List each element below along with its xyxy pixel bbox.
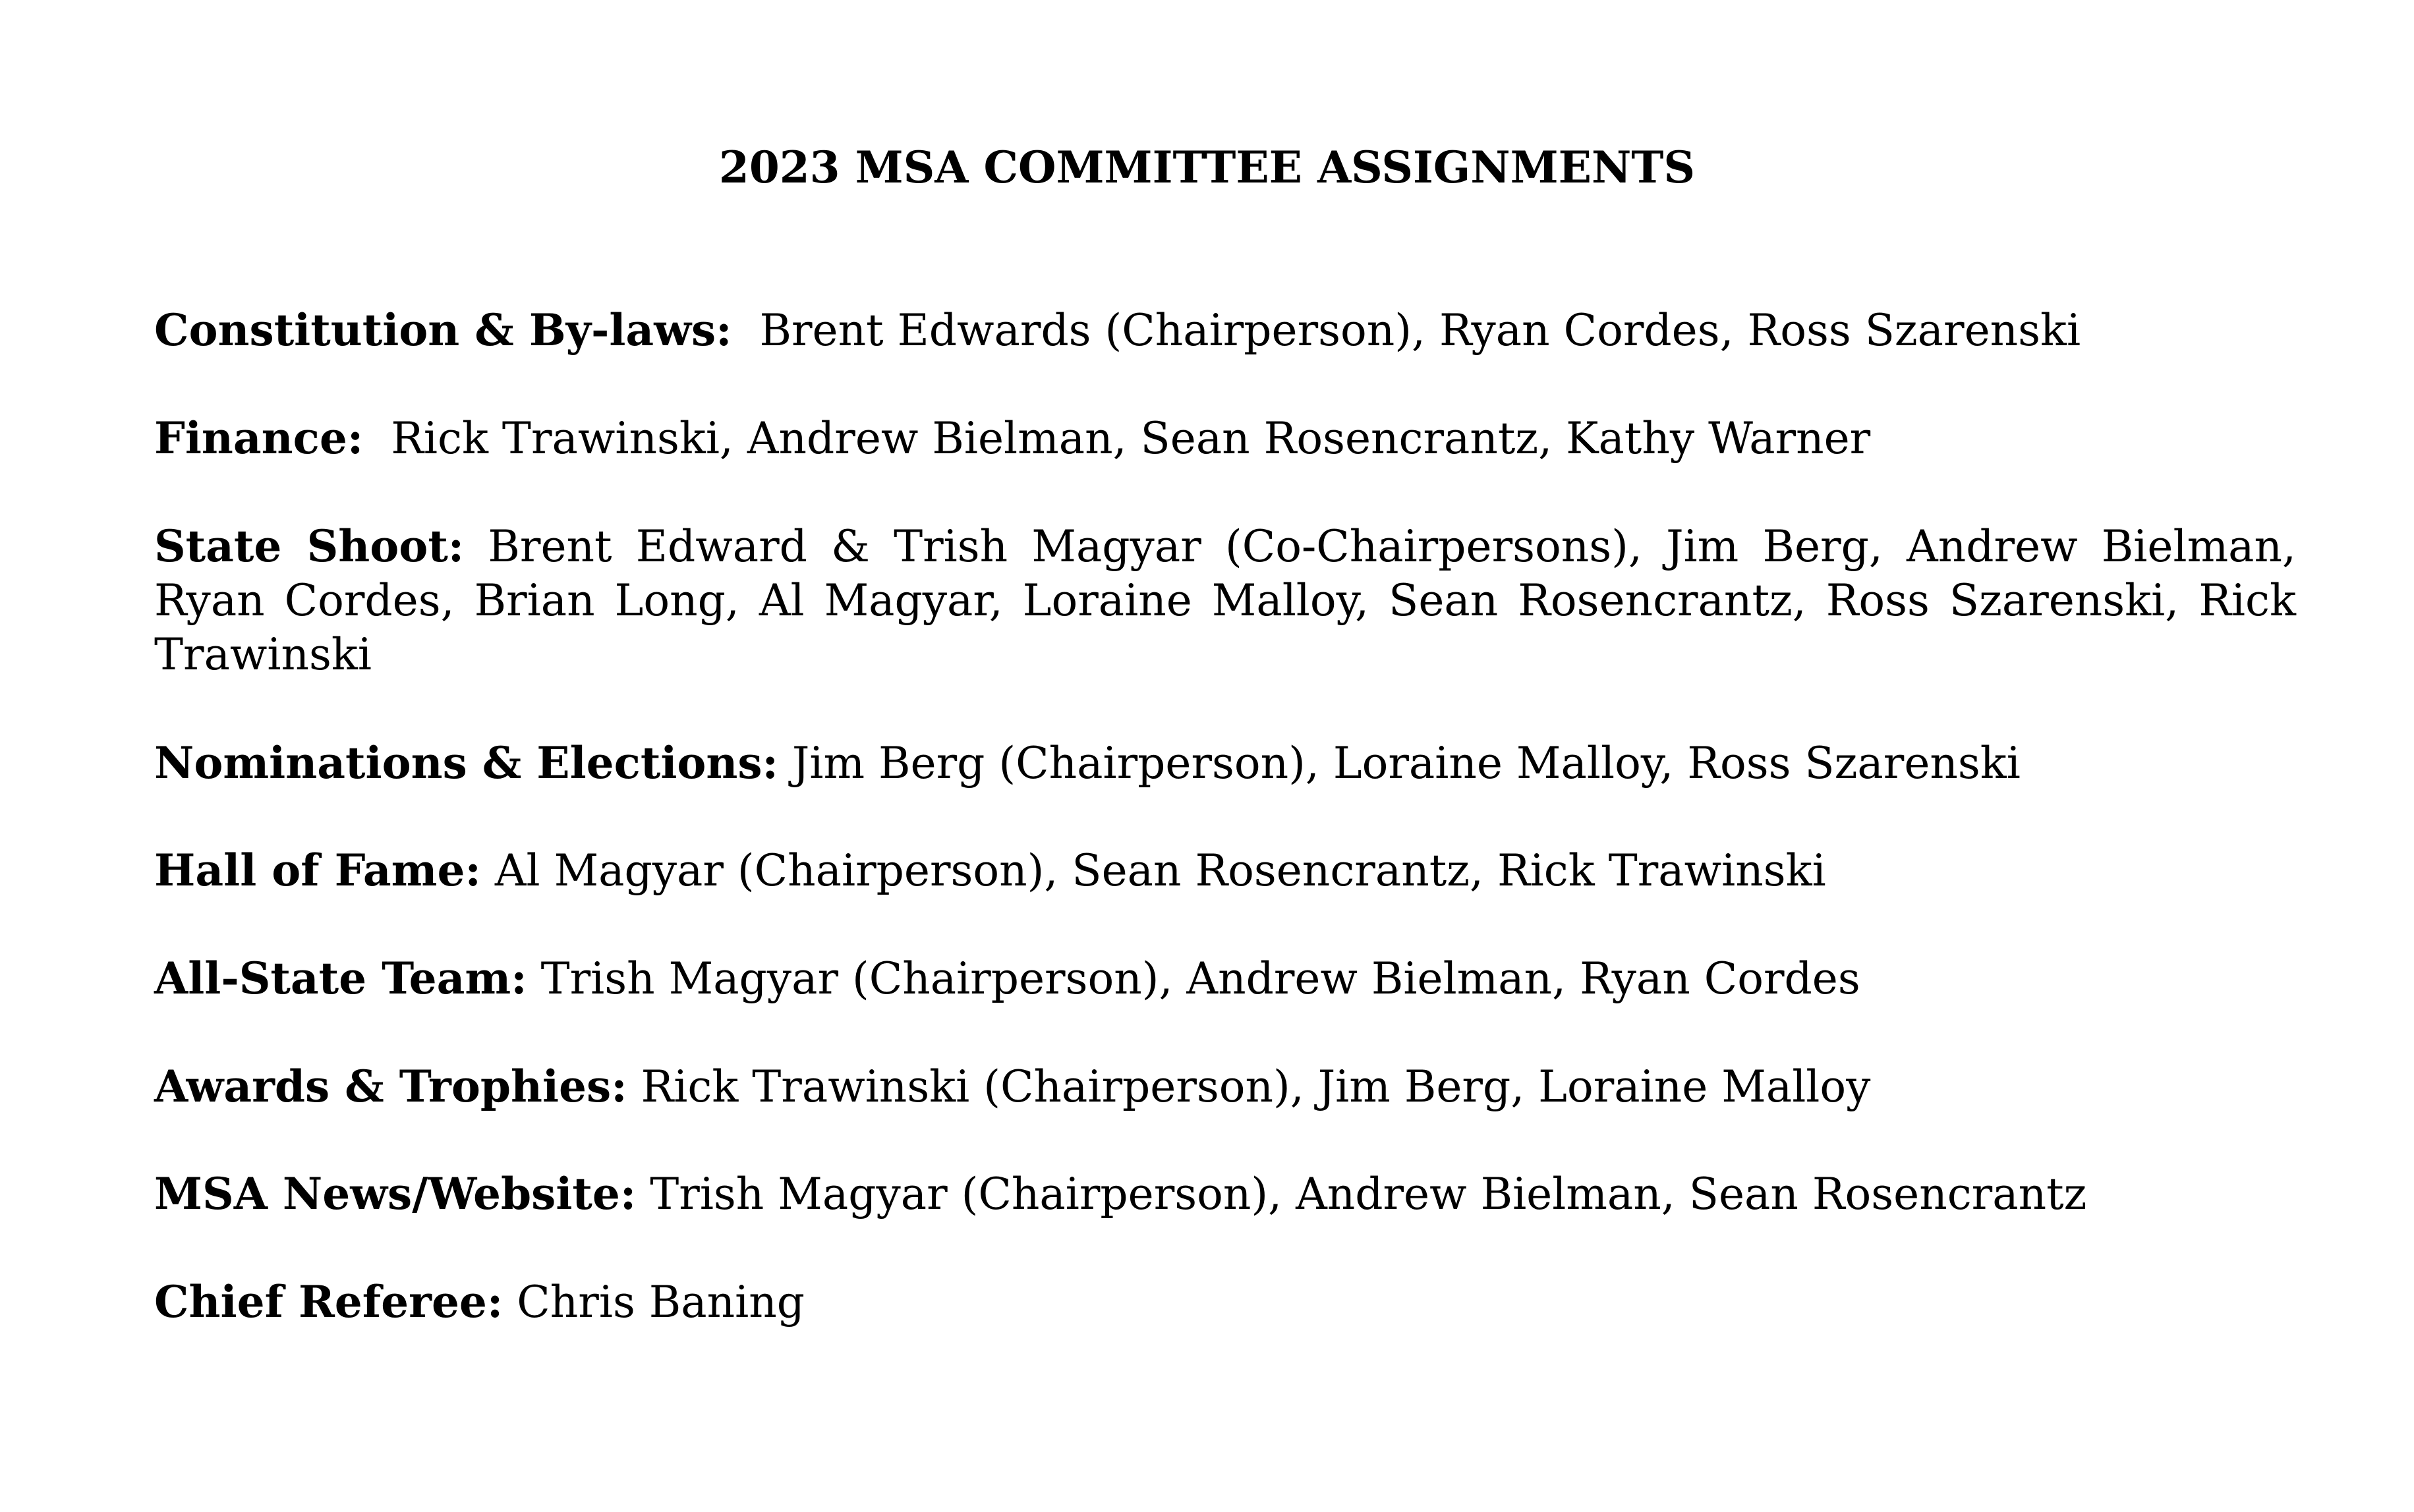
committee-name: State Shoot: xyxy=(154,520,465,572)
document-title: 2023 MSA COMMITTEE ASSIGNMENTS xyxy=(718,142,1696,193)
committee-members: Chris Baning xyxy=(517,1277,805,1328)
committee-name: MSA News/Website: xyxy=(154,1168,637,1219)
committee-name: Finance: xyxy=(154,412,364,464)
committee-name: Nominations & Elections: xyxy=(154,737,778,789)
committee-all-state-team xyxy=(154,951,2296,1006)
committee-finance xyxy=(154,411,2296,466)
committee-nominations-elections xyxy=(154,736,2296,791)
committee-members: Brent Edwards (Chairperson), Ryan Cordes, Ross Szarenski xyxy=(759,305,2081,356)
committee-members: Rick Trawinski, Andrew Bielman, Sean Rosencrantz, Kathy Warner xyxy=(391,413,1871,464)
committee-name: All-State Team: xyxy=(154,953,527,1004)
committee-name: Awards & Trophies: xyxy=(154,1061,627,1112)
committee-msa-news-website xyxy=(154,1167,2296,1221)
committee-name: Hall of Fame: xyxy=(154,845,481,896)
committee-members: Brent Edward & Trish Magyar (Co-Chairpersons), Jim Berg, Andrew Bielman, Ryan Cordes, Brian Long, Al Magyar, Loraine Malloy, Sean Rosencrantz, Ross Szarenski, Rick Trawinski xyxy=(154,521,2296,680)
committee-members: Rick Trawinski (Chairperson), Jim Berg, Loraine Malloy xyxy=(641,1061,1871,1112)
committee-members: Al Magyar (Chairperson), Sean Rosencrantz, Rick Trawinski xyxy=(494,845,1826,896)
committee-members: Trish Magyar (Chairperson), Andrew Bielman, Sean Rosencrantz xyxy=(650,1169,2087,1219)
committee-members: Jim Berg (Chairperson), Loraine Malloy, Ross Szarenski xyxy=(791,738,2021,789)
committee-chief-referee xyxy=(154,1275,2296,1330)
committee-name: Constitution & By-laws: xyxy=(154,304,732,356)
committee-name: Chief Referee: xyxy=(154,1276,503,1328)
committee-constitution-bylaws xyxy=(154,303,2296,358)
committee-awards-trophies xyxy=(154,1059,2296,1114)
committee-state-shoot xyxy=(154,519,2296,682)
committee-members: Trish Magyar (Chairperson), Andrew Bielman, Ryan Cordes xyxy=(540,953,1860,1004)
committee-hall-of-fame xyxy=(154,843,2296,898)
